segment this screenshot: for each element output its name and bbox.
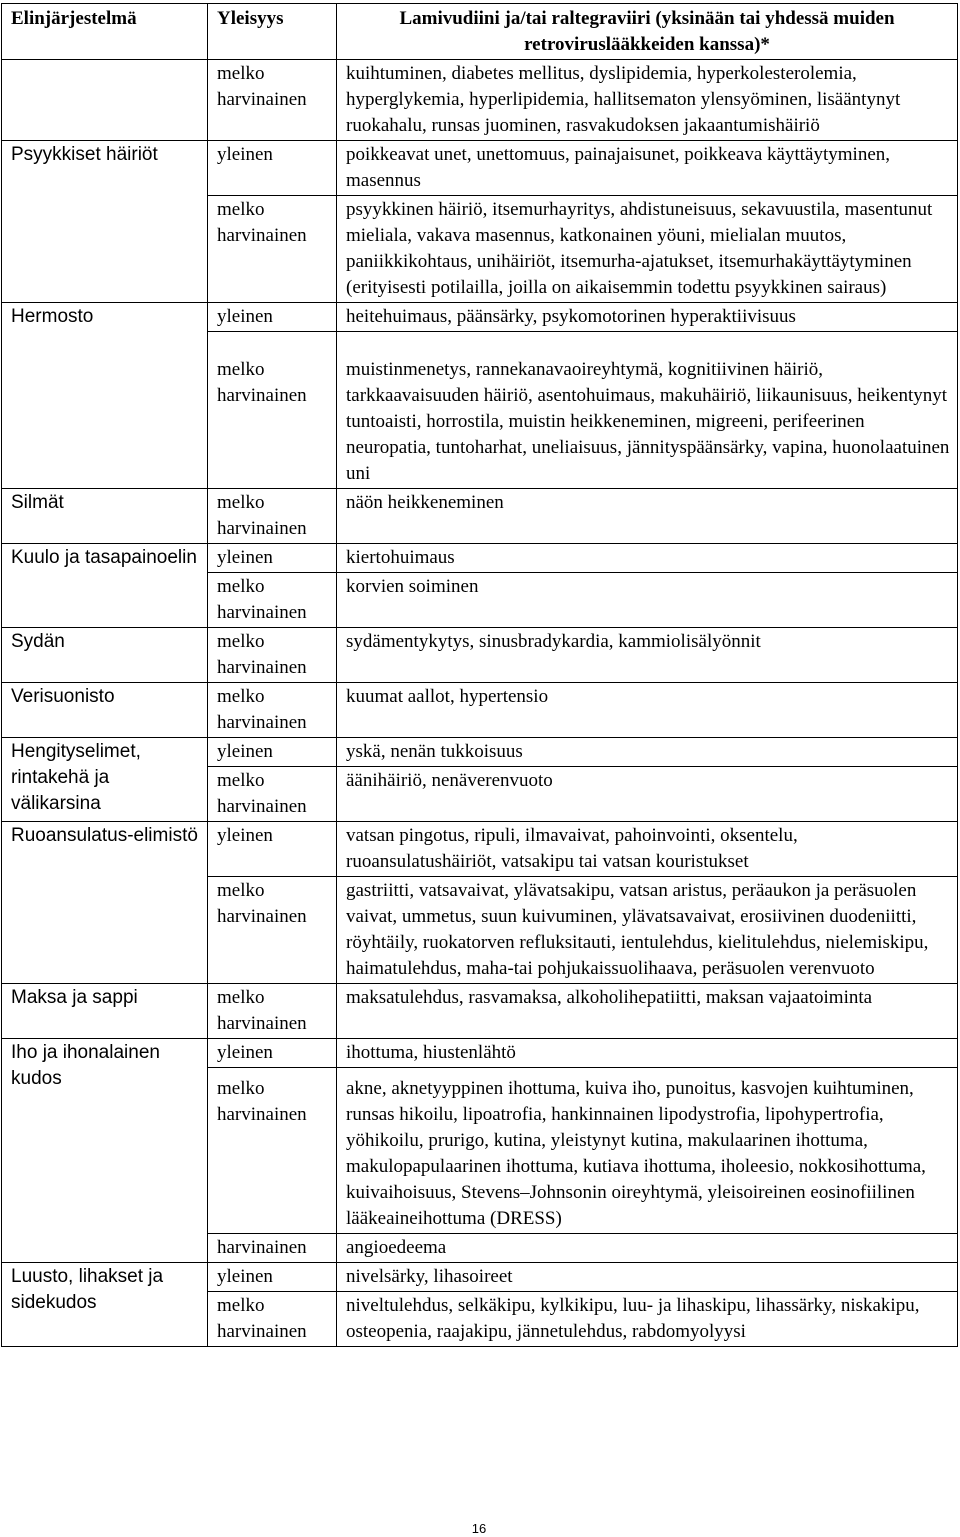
table-row: [2, 60, 958, 141]
effects-cell: korvien soiminen: [337, 573, 958, 628]
page-number: 16: [471, 1521, 487, 1536]
effects-cell: vatsan pingotus, ripuli, ilmavaivat, pahoinvointi, oksentelu, ruoansulatushäiriöt, vatsakipu tai vatsan kouristukset: [337, 822, 958, 877]
table-row: [2, 1263, 958, 1292]
frequency-cell: yleinen: [208, 1263, 337, 1292]
header-frequency: Yleisyys: [208, 4, 337, 60]
effects-cell: kuumat aallot, hypertensio: [337, 683, 958, 738]
header-row: [2, 4, 958, 60]
frequency-cell: melko harvinainen: [208, 196, 337, 303]
effects-cell: gastriitti, vatsavaivat, ylävatsakipu, vatsan aristus, peräaukon ja peräsuolen vaivat, ummetus, suun kuivuminen, ylävatsavaivat, erosiivinen duodeniitti, röyhtäily, ruokatorven refluksitauti, ientulehdus, kielitulehdus, nielemiskipu, haimatulehdus, maha-tai pohjukaissuolihaava, peräsuolen verenvuoto: [337, 877, 958, 984]
frequency-cell: yleinen: [208, 303, 337, 332]
frequency-cell: yleinen: [208, 544, 337, 573]
organ-system-cell: Kuulo ja tasapainoelin: [2, 544, 208, 628]
effects-cell: psyykkinen häiriö, itsemurhayritys, ahdistuneisuus, sekavuustila, masentunut mieliala, vakava masennus, katkonainen yöuni, mielialan muutos, paniikkikohtaus, unihäiriöt, itsemurha-ajatukset, itsemurhakäyttäytyminen (erityisesti potilailla, joilla on aikaisemmin todettu psyykkinen sairaus): [337, 196, 958, 303]
effects-cell: näön heikkeneminen: [337, 489, 958, 544]
frequency-cell: yleinen: [208, 738, 337, 767]
effects-cell: ihottuma, hiustenlähtö: [337, 1039, 958, 1068]
organ-system-cell: Sydän: [2, 628, 208, 683]
adverse-effects-table: [1, 3, 958, 1347]
table-row: [2, 738, 958, 767]
table-row: [2, 1039, 958, 1068]
frequency-cell: melko harvinainen: [208, 984, 337, 1039]
organ-system-cell: Ruoansulatus-elimistö: [2, 822, 208, 984]
effects-cell: heitehuimaus, päänsärky, psykomotorinen hyperaktiivisuus: [337, 303, 958, 332]
table-row: [2, 683, 958, 738]
effects-cell: yskä, nenän tukkoisuus: [337, 738, 958, 767]
frequency-cell: melko harvinainen: [208, 489, 337, 544]
effects-cell: nivelsärky, lihasoireet: [337, 1263, 958, 1292]
table-row: [2, 544, 958, 573]
organ-system-cell: Maksa ja sappi: [2, 984, 208, 1039]
effects-cell: sydämentykytys, sinusbradykardia, kammiolisälyönnit: [337, 628, 958, 683]
frequency-cell: melko harvinainen: [208, 767, 337, 822]
frequency-cell: harvinainen: [208, 1234, 337, 1263]
frequency-cell: yleinen: [208, 1039, 337, 1068]
effects-cell: muistinmenetys, rannekanavaoireyhtymä, kognitiivinen häiriö, tarkkaavaisuuden häiriö, asentohuimaus, makuhäiriö, liikaunisuus, heikentynyt tuntoaisti, horrostila, muistin heikkeneminen, migreeni, perifeerinen neuropatia, tuntoharhat, uneliaisuus, jännityspäänsärky, vapina, huonolaatuinen uni: [337, 332, 958, 489]
table-body: [2, 60, 958, 1347]
organ-system-cell: Hermosto: [2, 303, 208, 489]
effects-cell: maksatulehdus, rasvamaksa, alkoholihepatiitti, maksan vajaatoiminta: [337, 984, 958, 1039]
effects-cell: poikkeavat unet, unettomuus, painajaisunet, poikkeava käyttäytyminen, masennus: [337, 141, 958, 196]
effects-cell: angioedeema: [337, 1234, 958, 1263]
organ-system-cell: [2, 60, 208, 141]
table-row: [2, 489, 958, 544]
effects-cell: kuihtuminen, diabetes mellitus, dyslipidemia, hyperkolesterolemia, hyperglykemia, hyperlipidemia, hallitsematon ylensyöminen, lisääntynyt ruokahalu, runsas juominen, rasvakudoksen jakaantumishäiriö: [337, 60, 958, 141]
frequency-cell: melko harvinainen: [208, 877, 337, 984]
frequency-cell: melko harvinainen: [208, 683, 337, 738]
organ-system-cell: Iho ja ihonalainen kudos: [2, 1039, 208, 1263]
frequency-cell: melko harvinainen: [208, 60, 337, 141]
effects-cell: niveltulehdus, selkäkipu, kylkikipu, luu- ja lihaskipu, lihassärky, niskakipu, osteopenia, raajakipu, jännetulehdus, rabdomyolyysi: [337, 1292, 958, 1347]
organ-system-cell: Silmät: [2, 489, 208, 544]
frequency-cell: yleinen: [208, 822, 337, 877]
frequency-cell: melko harvinainen: [208, 573, 337, 628]
table-row: [2, 141, 958, 196]
organ-system-cell: Verisuonisto: [2, 683, 208, 738]
table-row: [2, 628, 958, 683]
frequency-cell: melko harvinainen: [208, 1292, 337, 1347]
header-effects: Lamivudiini ja/tai raltegraviiri (yksinään tai yhdessä muiden retroviruslääkkeiden kanssa)*: [337, 4, 958, 60]
table-row: [2, 822, 958, 877]
frequency-cell: melko harvinainen: [208, 332, 337, 489]
header-system: Elinjärjestelmä: [2, 4, 208, 60]
effects-cell: kiertohuimaus: [337, 544, 958, 573]
table-row: [2, 303, 958, 332]
effects-cell: akne, aknetyyppinen ihottuma, kuiva iho, punoitus, kasvojen kuihtuminen, runsas hikoilu, lipoatrofia, hankinnainen lipodystrofia, lipohypertrofia, yöhikoilu, prurigo, kutina, yleistynyt kutina, makulaarinen ihottuma, makulopapulaarinen ihottuma, kutiava ihottuma, iholeesio, nokkosihottuma, kuivaihoisuus, Stevens–Johnsonin oireyhtymä, yleisoireinen eosinofiilinen lääkeaineihottuma (DRESS): [337, 1068, 958, 1234]
organ-system-cell: Psyykkiset häiriöt: [2, 141, 208, 303]
frequency-cell: melko harvinainen: [208, 628, 337, 683]
organ-system-cell: Hengityselimet, rintakehä ja välikarsina: [2, 738, 208, 822]
frequency-cell: melko harvinainen: [208, 1068, 337, 1234]
organ-system-cell: Luusto, lihakset ja sidekudos: [2, 1263, 208, 1347]
table-row: [2, 984, 958, 1039]
frequency-cell: yleinen: [208, 141, 337, 196]
effects-cell: äänihäiriö, nenäverenvuoto: [337, 767, 958, 822]
